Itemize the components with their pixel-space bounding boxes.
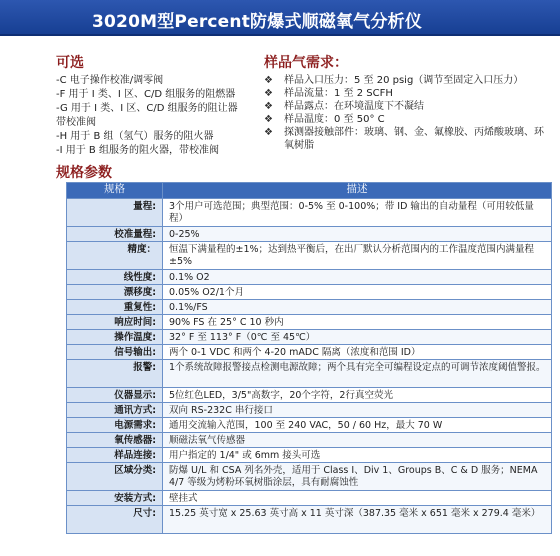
requirement-text: 样品露点：在环境温度下不凝结 xyxy=(284,101,424,112)
spec-key: 漂移度: xyxy=(67,285,163,300)
spec-key: 安装方式: xyxy=(67,491,163,506)
requirement-text: 探测器接触部件：玻璃、钢、金、氟橡胶、丙烯酸玻璃、环氧树脂 xyxy=(284,127,544,151)
table-row xyxy=(67,360,552,388)
table-row xyxy=(67,491,552,506)
title-banner xyxy=(0,0,560,36)
sample-heading: 样品气需求： xyxy=(264,55,348,71)
table-row xyxy=(67,285,552,300)
spec-value: 通用交流输入范围，100 至 240 VAC，50 / 60 Hz，最大 70 W xyxy=(163,418,552,433)
table-header-row xyxy=(67,183,552,199)
diamond-bullet-icon: ❖ xyxy=(264,127,273,138)
spec-value: 15.25 英寸宽 x 25.63 英寸高 x 11 英寸深（387.35 毫米 x 651 毫米 x 279.4 毫米） xyxy=(163,506,552,534)
table-row xyxy=(67,433,552,448)
spec-value: 90% FS 在 25° C 10 秒内 xyxy=(163,315,552,330)
table-row xyxy=(67,403,552,418)
spec-key: 量程: xyxy=(67,199,163,227)
diamond-bullet-icon: ❖ xyxy=(264,75,273,86)
list-item xyxy=(264,74,550,87)
table-row xyxy=(67,388,552,403)
specs-heading: 规格参数 xyxy=(56,165,112,181)
requirement-text: 样品温度：0 至 50° C xyxy=(284,114,385,125)
option-line: 带校准阀 xyxy=(56,117,96,128)
spec-table-body xyxy=(67,199,552,534)
list-item xyxy=(264,126,550,152)
table-row xyxy=(67,227,552,242)
table-row xyxy=(67,270,552,285)
column-header-description: 描述 xyxy=(163,183,552,199)
spec-key: 通讯方式: xyxy=(67,403,163,418)
table-row xyxy=(67,448,552,463)
spec-value: 32° F 至 113° F（0℃ 至 45℃） xyxy=(163,330,552,345)
diamond-bullet-icon: ❖ xyxy=(264,101,273,112)
table-row xyxy=(67,418,552,433)
spec-value: 壁挂式 xyxy=(163,491,552,506)
spec-key: 响应时间: xyxy=(67,315,163,330)
table-row xyxy=(67,199,552,227)
table-row xyxy=(67,330,552,345)
option-line: -C 电子操作校准/调零阀 xyxy=(56,75,164,86)
spec-value: 恒温下满量程的±1%；达到热平衡后，在出厂默认分析范围内的工作温度范围内满量程±5% xyxy=(163,242,552,270)
option-line: -I 用于 B 组服务的阻火器，带校准阀 xyxy=(56,145,219,156)
spec-key: 区域分类: xyxy=(67,463,163,491)
spec-value: 5位红色LED，3/5"高数字，20个字符，2行真空荧光 xyxy=(163,388,552,403)
spec-value: 两个 0-1 VDC 和两个 4-20 mADC 隔离（浓度和范围 ID） xyxy=(163,345,552,360)
spec-key: 精度： xyxy=(67,242,163,270)
spec-value: 0-25% xyxy=(163,227,552,242)
diamond-bullet-icon: ❖ xyxy=(264,88,273,99)
spec-value: 1个系统故障报警接点检测电源故障；两个具有完全可编程设定点的可调节浓度阈值警报。 xyxy=(163,360,552,388)
table-row xyxy=(67,506,552,534)
spec-value: 3个用户可选范围；典型范围：0-5% 至 0-100%；带 ID 输出的自动量程（可用较低量程） xyxy=(163,199,552,227)
spec-value: 0.1% O2 xyxy=(163,270,552,285)
option-line: -G 用于 I 类、I 区、C/D 组服务的阻让器 xyxy=(56,103,238,114)
spec-value: 顺磁法氧气传感器 xyxy=(163,433,552,448)
requirement-text: 样品入口压力：5 至 20 psig（调节至固定入口压力） xyxy=(284,75,524,86)
spec-key: 尺寸: xyxy=(67,506,163,534)
options-heading: 可选 xyxy=(56,55,84,71)
spec-key: 操作温度: xyxy=(67,330,163,345)
options-list xyxy=(56,74,276,158)
option-line: -H 用于 B 组（氢气）服务的阻火器 xyxy=(56,131,214,142)
column-header-spec: 规格 xyxy=(67,183,163,199)
sample-requirements-list xyxy=(264,74,550,152)
spec-value: 0.05% O2/1个月 xyxy=(163,285,552,300)
spec-value: 用户指定的 1/4" 或 6mm 接头可选 xyxy=(163,448,552,463)
table-row xyxy=(67,345,552,360)
list-item xyxy=(264,87,550,100)
table-row xyxy=(67,463,552,491)
list-item xyxy=(264,100,550,113)
page-title: 3020M型Percent防爆式顺磁氧气分析仪 xyxy=(92,12,423,32)
diamond-bullet-icon: ❖ xyxy=(264,114,273,125)
spec-table xyxy=(66,182,552,534)
spec-value: 防爆 U/L 和 CSA 列名外壳，适用于 Class I、Div 1、Groups B、C & D 服务；NEMA 4/7 等级为烤粉环氧树脂涂层，具有耐腐蚀性 xyxy=(163,463,552,491)
table-row xyxy=(67,300,552,315)
spec-value: 双向 RS-232C 串行接口 xyxy=(163,403,552,418)
spec-value: 0.1%/FS xyxy=(163,300,552,315)
spec-key: 信号输出: xyxy=(67,345,163,360)
spec-key: 电源需求: xyxy=(67,418,163,433)
spec-key: 仪器显示: xyxy=(67,388,163,403)
spec-key: 氧传感器: xyxy=(67,433,163,448)
spec-key: 线性度: xyxy=(67,270,163,285)
requirement-text: 样品流量：1 至 2 SCFH xyxy=(284,88,393,99)
spec-key: 报警: xyxy=(67,360,163,388)
table-row xyxy=(67,315,552,330)
list-item xyxy=(264,113,550,126)
spec-key: 重复性: xyxy=(67,300,163,315)
spec-key: 样品连接: xyxy=(67,448,163,463)
option-line: -F 用于 I 类、I 区、C/D 组服务的阻燃器 xyxy=(56,89,236,100)
table-row xyxy=(67,242,552,270)
spec-key: 校准量程: xyxy=(67,227,163,242)
